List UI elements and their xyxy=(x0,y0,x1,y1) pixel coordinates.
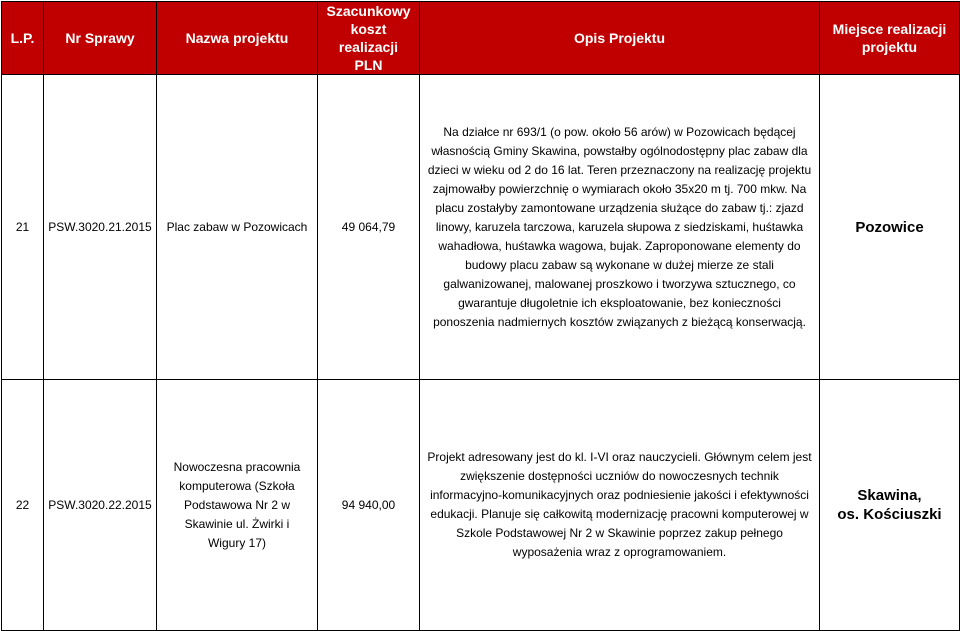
cell-miejsce-line-1: Skawina, xyxy=(857,487,922,504)
cell-miejsce xyxy=(820,380,960,631)
cell-lp: 22 xyxy=(2,380,44,631)
header-miejsce-line-2: projektu xyxy=(861,39,918,55)
cell-opis-projektu: Na działce nr 693/1 (o pow. około 56 arów) w Pozowicach będącej własnością Gminy Skawina, powstałby ogólnodostępny plac zabaw dla dzieci w wieku od 2 do 16 lat. Teren przeznaczony na realizację projektu zajmowałby powierzchnię o wymiarach około 35x20 m tj. 700 mkw. Na placu zostałyby zamontowane urządzenia służące do zabaw tj.: zjazd linowy, karuzela tarczowa, karuzela słupowa z siedziskami, huśtawka wahadłowa, huśtawka wagowa, bujak. Zaproponowane elementy do budowy placu zabaw są wykonane w dużej mierze ze stali galwanizowanej, malowanej proszkowo i tworzywa sztucznego, co gwarantuje długoletnie ich eksploatowanie, bez konieczności ponoszenia nadmiernych kosztów związanych z bieżącą konserwacją. xyxy=(420,75,820,380)
projects-table xyxy=(1,1,960,631)
header-koszt-line-1: Szacunkowy xyxy=(326,3,411,19)
cell-lp: 21 xyxy=(2,75,44,380)
header-lp: L.P. xyxy=(2,2,44,75)
cell-nazwa-projektu: Plac zabaw w Pozowicach xyxy=(157,75,318,380)
cell-miejsce: Pozowice xyxy=(820,75,960,380)
cell-opis-projektu: Projekt adresowany jest do kl. I-VI oraz nauczycieli. Głównym celem jest zwiększenie dostępności uczniów do nowoczesnych technik informacyjno-komunikacyjnych oraz podniesienie jakości i efektywności edukacji. Planuje się całkowitą modernizację pracowni komputerowej w Szkole Podstawowej Nr 2 w Skawinie poprzez zakup pełnego wyposażenia wraz z oprogramowaniem. xyxy=(420,380,820,631)
table-row xyxy=(2,75,960,380)
cell-nazwa-projektu: Nowoczesna pracownia komputerowa (Szkoła Podstawowa Nr 2 w Skawinie ul. Żwirki i Wigury 17) xyxy=(157,380,318,631)
cell-koszt: 49 064,79 xyxy=(318,75,420,380)
cell-koszt: 94 940,00 xyxy=(318,380,420,631)
header-row xyxy=(2,2,960,75)
cell-nr-sprawy: PSW.3020.21.2015 xyxy=(44,75,157,380)
cell-nr-sprawy: PSW.3020.22.2015 xyxy=(44,380,157,631)
header-nazwa-projektu: Nazwa projektu xyxy=(157,2,318,75)
header-miejsce xyxy=(820,2,960,75)
table-row xyxy=(2,380,960,631)
header-opis-projektu: Opis Projektu xyxy=(420,2,820,75)
header-nr-sprawy: Nr Sprawy xyxy=(44,2,157,75)
header-koszt xyxy=(318,2,420,75)
header-koszt-line-3: PLN xyxy=(354,57,383,73)
cell-miejsce-line-2: os. Kościuszki xyxy=(837,506,942,523)
header-koszt-line-2: koszt realizacji xyxy=(338,21,399,55)
header-miejsce-line-1: Miejsce realizacji xyxy=(832,21,947,37)
